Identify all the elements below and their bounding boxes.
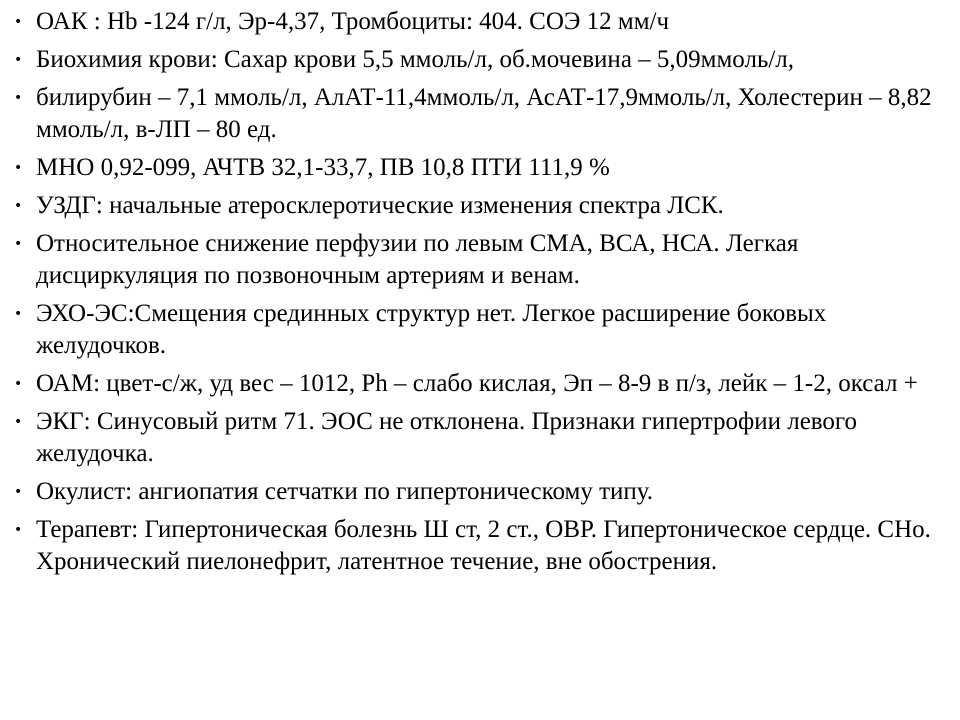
list-item (12, 152, 944, 184)
bullet-icon: • (14, 160, 23, 176)
list-item (12, 368, 944, 400)
doppler-text: УЗДГ: начальные атеросклеротические изменения спектра ЛСК. (36, 192, 724, 219)
list-item (12, 514, 944, 578)
ecg-text: ЭКГ: Синусовый ритм 71. ЭОС не отклонена. Признаки гипертрофии левого желудочка. (36, 408, 858, 467)
list-item (12, 6, 944, 38)
bullet-icon: • (14, 522, 23, 538)
findings-list (12, 6, 944, 578)
bullet-icon: • (14, 52, 23, 68)
list-item (12, 190, 944, 222)
ophthalmologist-text: Окулист: ангиопатия сетчатки по гипертоническому типу. (36, 478, 654, 505)
list-item (12, 476, 944, 508)
bullet-icon: • (14, 198, 23, 214)
urinalysis-text: ОАМ: цвет-с/ж, уд вес – 1012, Ph – слабо кислая, Эп – 8-9 в п/з, лейк – 1-2, оксал + (36, 370, 918, 397)
list-item (12, 406, 944, 470)
list-item (12, 44, 944, 76)
bullet-icon: • (14, 376, 23, 392)
blood-count-text: ОАК : Hb -124 г/л, Эр-4,37, Тромбоциты: 404. СОЭ 12 мм/ч (36, 8, 670, 35)
bullet-icon: • (14, 306, 23, 322)
echo-es-text: ЭХО-ЭС:Смещения срединных структур нет. Легкое расширение боковых желудочков. (36, 300, 827, 359)
bullet-icon: • (14, 414, 23, 430)
coagulation-text: МНО 0,92-099, АЧТВ 32,1-33,7, ПВ 10,8 ПТИ 111,9 % (36, 154, 610, 181)
biochemistry-text: Биохимия крови: Сахар крови 5,5 ммоль/л, об.мочевина – 5,09ммоль/л, (36, 46, 795, 73)
bullet-icon: • (14, 236, 23, 252)
bullet-icon: • (14, 14, 23, 30)
list-item (12, 298, 944, 362)
bullet-icon: • (14, 484, 23, 500)
list-item (12, 228, 944, 292)
bilirubin-text: билирубин – 7,1 ммоль/л, АлАТ-11,4ммоль/л, АсАТ-17,9ммоль/л, Холестерин – 8,82 ммоль/л, в-ЛП – 80 ед. (36, 84, 932, 143)
bullet-icon: • (14, 90, 23, 106)
therapist-text: Терапевт: Гипертоническая болезнь Ш ст, 2 ст., ОВР. Гипертоническое сердце. СНо. Хронический пиелонефрит, латентное течение, вне обострения. (36, 516, 931, 575)
list-item (12, 82, 944, 146)
perfusion-text: Относительное снижение перфузии по левым СМА, ВСА, НСА. Легкая дисциркуляция по позвоночным артериям и венам. (36, 230, 799, 289)
